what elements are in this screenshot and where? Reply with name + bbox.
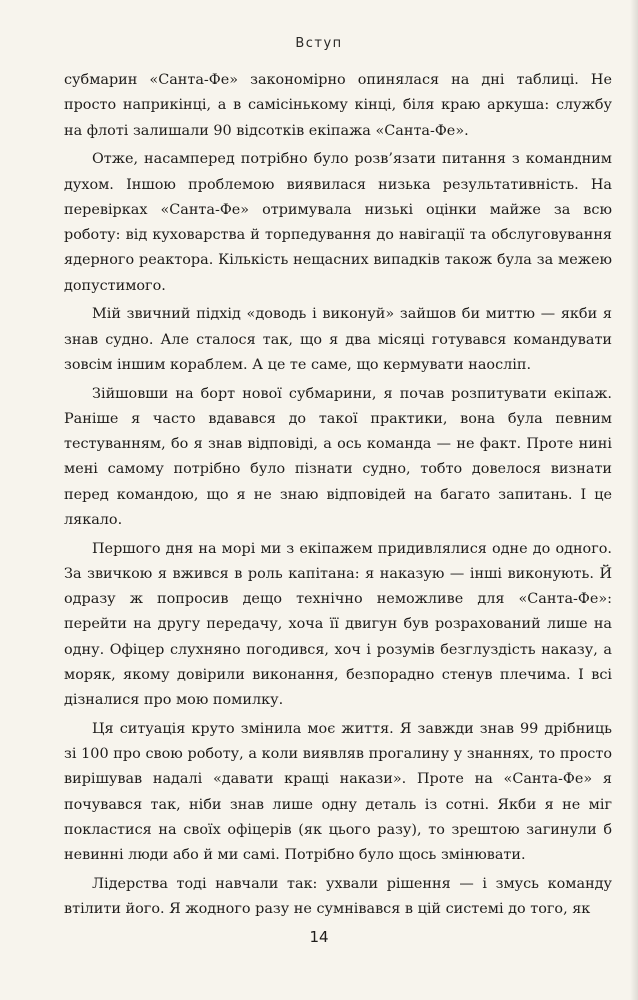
page-number: 14 bbox=[309, 928, 329, 946]
running-head: Вступ bbox=[295, 36, 343, 51]
paragraph: Ця ситуація круто змінила моє життя. Я завжди знав 99 дрібниць зі 100 про свою роботу, а коли виявляв прогалину у знаннях, то просто вирішував надалі «давати кращі накази». Проте на «Санта-Фе» я почувався так, ніби знав лише одну деталь із сотні. Якби я не міг покластися на своїх офіцерів (як цього разу), то зрештою загинули б невинні люди або й ми самі. Потрібно було щось змінювати. bbox=[64, 720, 612, 863]
paragraph: Мій звичний підхід «доводь і виконуй» зайшов би миттю — якби я знав судно. Але сталося так, що я два місяці готувався командувати зовсім іншим кораблем. А це те саме, що кермувати наосліп. bbox=[64, 306, 612, 373]
paragraph: Лідерства тоді навчали так: ухвали рішення — і змусь команду втілити його. Я жодного разу не сумнівався в цій системі до того, як bbox=[64, 875, 612, 917]
paragraph: Зійшовши на борт нової субмарини, я почав розпитувати екіпаж. Раніше я часто вдавався до такої практики, вона була певним тестуванням, бо я знав відповіді, а ось команда — не факт. Проте нині мені самому потрібно було пізнати судно, тобто довелося визнати перед командою, що я не знаю відповідей на багато запитань. І це лякало. bbox=[64, 385, 612, 528]
page-edge-shadow bbox=[630, 0, 638, 1000]
paragraph: Отже, насамперед потрібно було розв’язати питання з командним духом. Іншою проблемою виявилася низька результативність. На перевірках «Санта-Фе» отримувала низькі оцінки майже за всю роботу: від куховарства й торпедування до навігації та обслуговування ядерного реактора. Кількість нещасних випадків також була за межею допустимого. bbox=[64, 151, 612, 294]
paragraph: Першого дня на морі ми з екіпажем придивлялися одне до одного. За звичкою я вжився в роль капітана: я наказую — інші виконують. Й одразу ж попросив дещо технічно неможливе для «Санта-Фе»: перейти на другу передачу, хоча її двигун був розрахований лише на одну. Офіцер слухняно погодився, хоч і розумів безглуздість наказу, а моряк, якому довірили виконання, безпорадно стенув плечима. І всі дізналися про мою помилку. bbox=[64, 540, 612, 708]
body-text bbox=[64, 68, 612, 922]
paragraph-continued: субмарин «Санта-Фе» закономірно опинялася на дні таблиці. Не просто наприкінці, а в самісінькому кінці, біля краю аркуша: службу на флоті залишали 90 відсотків екіпажа «Санта-Фе». bbox=[64, 72, 612, 139]
